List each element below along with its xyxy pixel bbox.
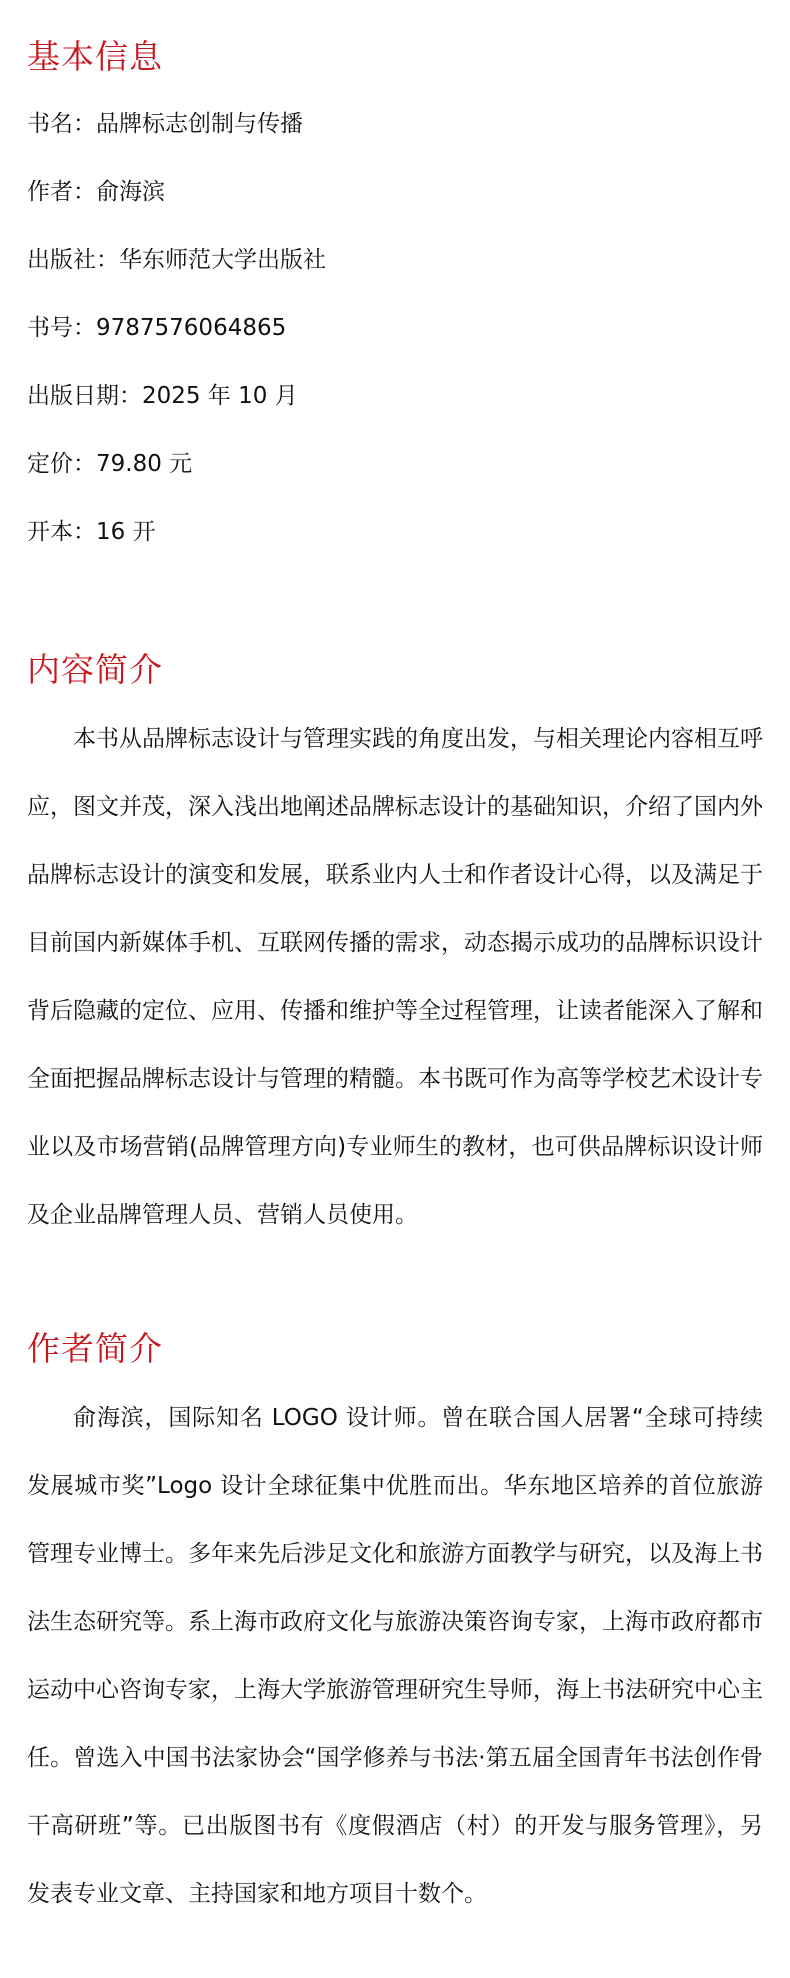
content-intro-section bbox=[27, 650, 763, 1249]
info-value: 俞海滨 bbox=[96, 179, 165, 205]
info-label: 开本： bbox=[27, 519, 96, 545]
info-row-book-title bbox=[27, 109, 763, 139]
info-label: 作者： bbox=[27, 179, 96, 205]
info-label: 出版日期： bbox=[27, 383, 142, 409]
content-intro-heading: 内容简介 bbox=[27, 650, 163, 689]
info-row-author bbox=[27, 177, 763, 207]
info-row-publisher bbox=[27, 245, 763, 275]
info-row-publish-date bbox=[27, 381, 763, 411]
info-row-price bbox=[27, 449, 763, 479]
author-intro-section bbox=[27, 1329, 763, 1928]
info-label: 书号： bbox=[27, 315, 96, 341]
author-intro-text: 俞海滨，国际知名 LOGO 设计师。曾在联合国人居署“全球可持续发展城市奖”Logo 设计全球征集中优胜而出。华东地区培养的首位旅游管理专业博士。多年来先后涉足文化和旅游方面教学与研究，以及海上书法生态研究等。系上海市政府文化与旅游决策咨询专家，上海市政府都市运动中心咨询专家，上海大学旅游管理研究生导师，海上书法研究中心主任。曾选入中国书法家协会“国学修养与书法·第五届全国青年书法创作骨干高研班”等。已出版图书有《度假酒店（村）的开发与服务管理》，另发表专业文章、主持国家和地方项目十数个。 bbox=[27, 1405, 763, 1907]
info-row-format bbox=[27, 517, 763, 547]
info-value: 16 开 bbox=[96, 519, 156, 545]
info-label: 定价： bbox=[27, 451, 96, 477]
info-value: 品牌标志创制与传播 bbox=[96, 111, 303, 137]
info-label: 书名： bbox=[27, 111, 96, 137]
info-label: 出版社： bbox=[27, 247, 119, 273]
basic-info-section bbox=[27, 37, 763, 585]
content-intro-text: 本书从品牌标志设计与管理实践的角度出发，与相关理论内容相互呼应，图文并茂，深入浅出地阐述品牌标志设计的基础知识，介绍了国内外品牌标志设计的演变和发展，联系业内人士和作者设计心得，以及满足于目前国内新媒体手机、互联网传播的需求，动态揭示成功的品牌标识设计背后隐藏的定位、应用、传播和维护等全过程管理，让读者能深入了解和全面把握品牌标志设计与管理的精髓。本书既可作为高等学校艺术设计专业以及市场营销(品牌管理方向)专业师生的教材，也可供品牌标识设计师及企业品牌管理人员、营销人员使用。 bbox=[27, 726, 763, 1228]
author-intro-heading: 作者简介 bbox=[27, 1329, 163, 1368]
basic-info-list bbox=[27, 109, 763, 547]
info-value: 79.80 元 bbox=[96, 451, 193, 477]
basic-info-heading: 基本信息 bbox=[27, 37, 163, 76]
info-value: 2025 年 10 月 bbox=[142, 383, 298, 409]
info-value: 华东师范大学出版社 bbox=[119, 247, 326, 273]
info-row-isbn bbox=[27, 313, 763, 343]
info-value: 9787576064865 bbox=[96, 315, 287, 341]
